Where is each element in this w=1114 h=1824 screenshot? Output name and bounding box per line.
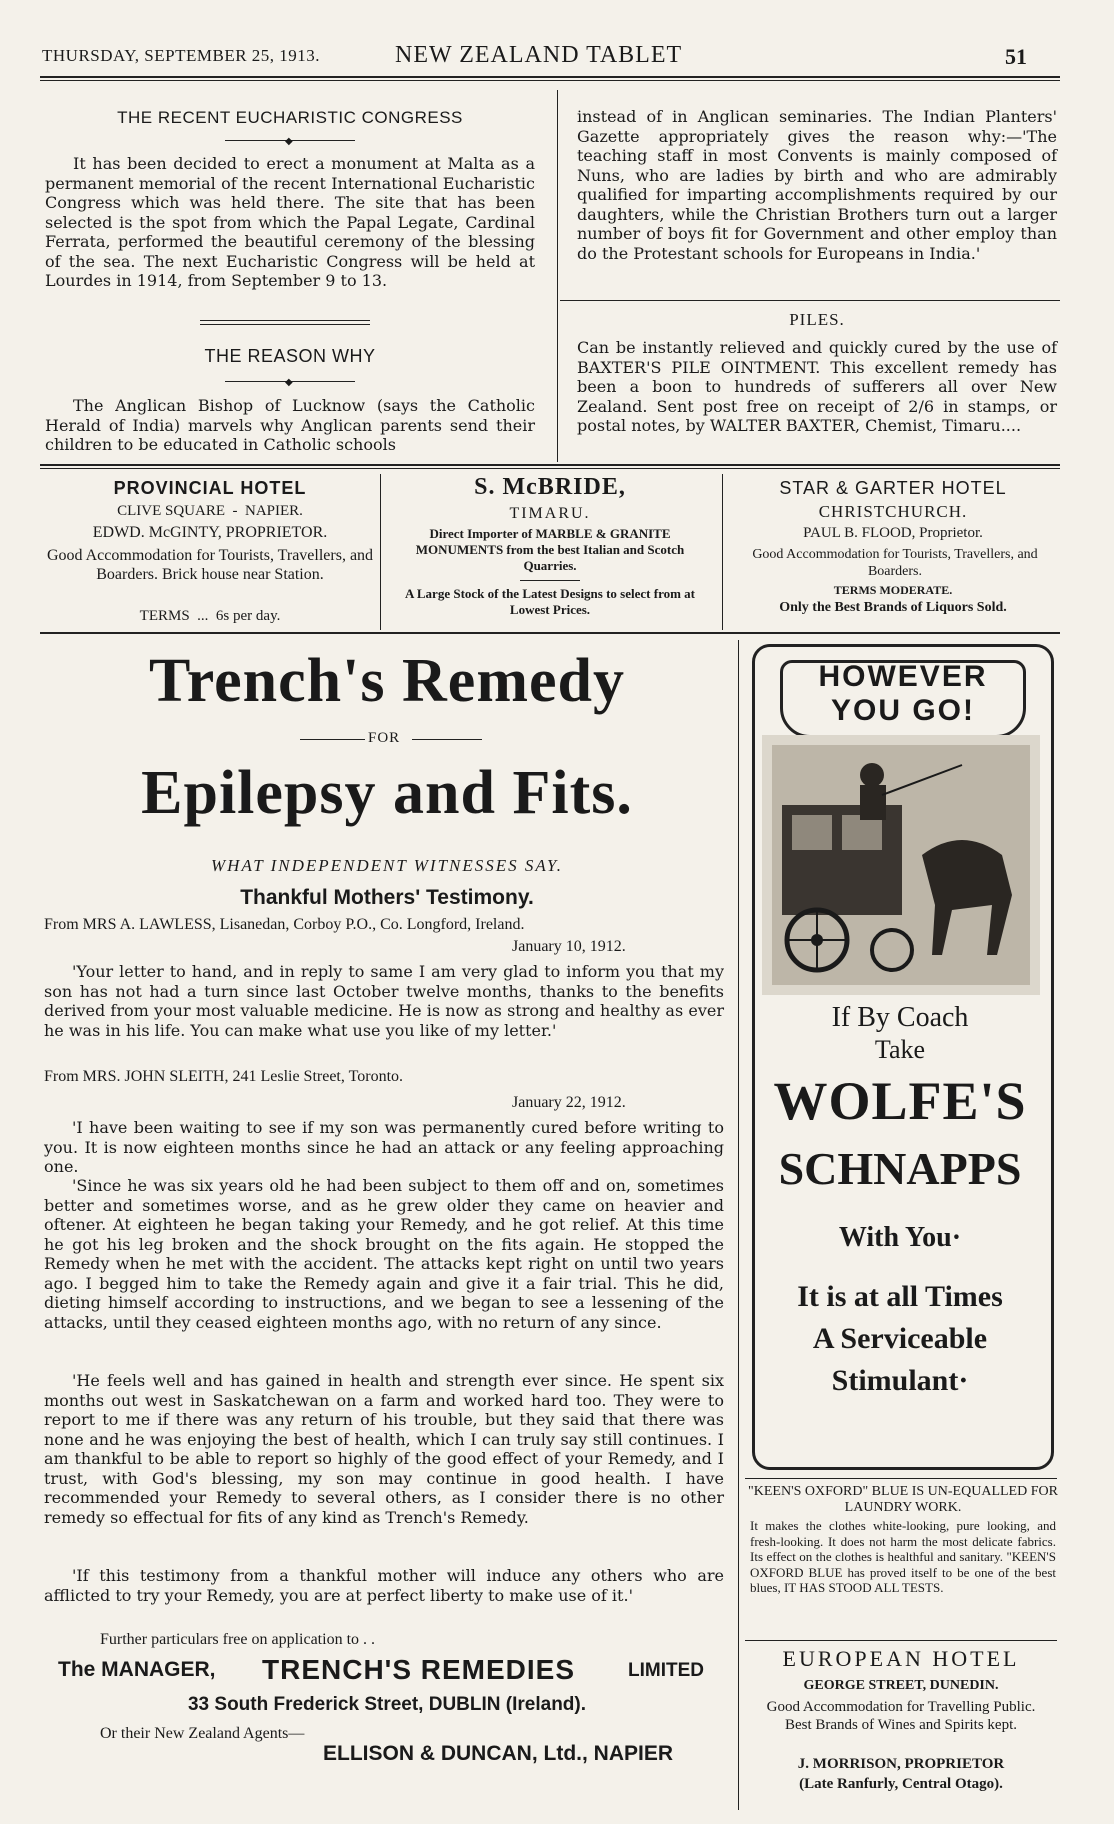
wolfe-line2: Take bbox=[874, 1035, 926, 1064]
provincial-line4: TERMS ... 6s per day. bbox=[139, 608, 281, 624]
trench-para3: 'He feels well and has gained in health and strength ever since. He spent six months out west in Saskatchewan on a farm and worked hard too. They were to report to me if there was any return of his trouble, but they said that there was none and he was enjoying the best of health, which I can truly say still continues. I am thankful to be able to report so highly of the good effect of your Remedy, and I trust, with God's blessing, my son may continue in good health. I have recommended your Remedy to several others, as I consider there is no other remedy so effectual for fits of any kind as Trench's Remedy. bbox=[44, 1371, 724, 1527]
trench-para2: 'Since he was six years old he had been subject to them off and on, sometimes better and sometimes worse, and as he grew older they came on heavier and oftener. At eighteen he began taking your Remedy, and he got relief. At this time he got his leg broken and the shock brought on the fits again. He stopped the Remedy when he met with the accident. The attacks kept right on until two years ago. I begged him to take the Remedy again and give it a fair trial. This he did, dieting himself according to instructions, and we began to see a lessening of the attacks, until they ceased eighteen months ago, with no return of any since. bbox=[44, 1176, 724, 1332]
european-line4: (Late Ranfurly, Central Otago). bbox=[799, 1776, 1003, 1792]
provincial-line2: EDWD. McGINTY, PROPRIETOR. bbox=[92, 524, 328, 541]
provincial-line1: CLIVE SQUARE - NAPIER. bbox=[117, 503, 303, 519]
mcbride-line3: A Large Stock of the Latest Designs to select from at Lowest Prices. bbox=[404, 586, 696, 617]
star-title: STAR & GARTER HOTEL bbox=[779, 478, 1007, 498]
for-rule-left bbox=[300, 739, 365, 740]
section-rule bbox=[200, 320, 370, 321]
masthead-title: NEW ZEALAND TABLET bbox=[395, 42, 683, 68]
trench-further: Further particulars free on application to . . bbox=[100, 1631, 376, 1648]
reason-title: THE REASON WHY bbox=[204, 346, 376, 366]
trench-manager-c: LIMITED bbox=[628, 1660, 704, 1681]
trench-para4: 'If this testimony from a thankful mother will induce any others who are afflicted to try your Remedy, you are at perfect liberty to make use of it.' bbox=[44, 1566, 724, 1605]
european-line1: GEORGE STREET, DUNEDIN. bbox=[803, 1678, 999, 1693]
wolfe-top1: HOWEVER bbox=[818, 660, 988, 693]
section-rule bbox=[200, 324, 370, 325]
ad-divider bbox=[380, 474, 381, 630]
star-line1: CHRISTCHURCH. bbox=[818, 502, 968, 521]
reason-body: The Anglican Bishop of Lucknow (says the Catholic Herald of India) marvels why Anglican parents send their children to be educated in Catholic schools bbox=[45, 396, 535, 454]
trench-agents-name: ELLISON & DUNCAN, Ltd., NAPIER bbox=[323, 1742, 673, 1765]
section-rule-thick bbox=[40, 632, 1060, 634]
piles-body: Can be instantly relieved and quickly cured by the use of BAXTER'S PILE OINTMENT. This excellent remedy has been a boon to hundreds of sufferers all over New Zealand. Sent post free on receipt of 2/6 in stamps, or postal notes, by WALTER BAXTER, Chemist, Timaru.... bbox=[577, 338, 1057, 435]
european-line3: J. MORRISON, PROPRIETOR bbox=[797, 1756, 1005, 1772]
trench-manager-a: The MANAGER, bbox=[58, 1658, 216, 1681]
wolfe-tag1: It is at all Times bbox=[797, 1280, 1003, 1313]
eucharistic-title: THE RECENT EUCHARISTIC CONGRESS bbox=[117, 108, 463, 127]
trench-date2: January 22, 1912. bbox=[512, 1094, 626, 1111]
section-rule bbox=[40, 468, 1060, 469]
trench-witnesses: WHAT INDEPENDENT WITNESSES SAY. bbox=[211, 856, 563, 875]
mcbride-line1: TIMARU. bbox=[509, 505, 591, 522]
provincial-title: PROVINCIAL HOTEL bbox=[113, 478, 307, 498]
coach-illustration bbox=[762, 735, 1040, 995]
section-rule bbox=[745, 1478, 1057, 1479]
trench-subtitle: Epilepsy and Fits. bbox=[141, 759, 633, 827]
star-line2: PAUL B. FLOOD, Proprietor. bbox=[803, 525, 983, 541]
column-divider-top bbox=[557, 90, 558, 462]
trench-testimony: Thankful Mothers' Testimony. bbox=[240, 886, 534, 909]
trench-for: FOR bbox=[368, 730, 401, 746]
european-title: EUROPEAN HOTEL bbox=[782, 1646, 1020, 1671]
trench-manager-b: TRENCH'S REMEDIES bbox=[262, 1654, 576, 1685]
european-line2: Good Accommodation for Travelling Public. Best Brands of Wines and Spirits kept. bbox=[766, 1699, 1036, 1733]
star-line3: Good Accommodation for Tourists, Travellers, and Boarders. bbox=[752, 547, 1038, 579]
piles-title: PILES. bbox=[789, 310, 845, 329]
for-rule-right bbox=[412, 739, 482, 740]
wolfe-brand1: WOLFE'S bbox=[773, 1071, 1027, 1131]
mcbride-title: S. McBRIDE, bbox=[474, 474, 626, 500]
ad-divider bbox=[722, 474, 723, 630]
section-rule bbox=[745, 1640, 1057, 1641]
trench-date1: January 10, 1912. bbox=[512, 938, 626, 955]
diamond-icon: ◆ bbox=[285, 136, 293, 147]
header-rule-thin bbox=[40, 80, 1060, 81]
wolfe-top2: YOU GO! bbox=[830, 694, 975, 727]
section-rule-thick bbox=[40, 464, 1060, 466]
trench-letter1: 'Your letter to hand, and in reply to same I am very glad to inform you that my son has not had a turn since last October twelve months, thanks to the benefits derived from your most valuable medicine. He is now as strong and healthy as ever he was in his life. You can make what use you like of my letter.' bbox=[44, 962, 724, 1040]
trench-agents: Or their New Zealand Agents— bbox=[100, 1725, 305, 1742]
trench-title: Trench's Remedy bbox=[149, 647, 625, 715]
column-divider-bottom bbox=[738, 640, 739, 1810]
section-rule bbox=[520, 580, 580, 581]
wolfe-line1: If By Coach bbox=[831, 1002, 969, 1033]
trench-from1: From MRS A. LAWLESS, Lisanedan, Corboy P.O., Co. Longford, Ireland. bbox=[44, 916, 525, 933]
trench-para1: 'I have been waiting to see if my son was permanently cured before writing to you. It is now eighteen months since he had an attack or any feeling approaching one. bbox=[44, 1118, 724, 1176]
mcbride-line2: Direct Importer of MARBLE & GRANITE MONUMENTS from the best Italian and Scotch Quarries. bbox=[415, 526, 685, 573]
oxford-body: It makes the clothes white-looking, pure looking, and fresh-looking. It does not harm the most delicate fabrics. Its effect on the clothes is healthful and sanitary. "KEEN'S OXFORD BLUE has proved itself to be one of the best blues, IT HAS STOOD ALL TESTS. bbox=[750, 1518, 1056, 1595]
wolfe-with: With You· bbox=[838, 1222, 962, 1253]
star-line4: TERMS MODERATE. bbox=[833, 583, 953, 597]
eucharistic-body: It has been decided to erect a monument at Malta as a permanent memorial of the recent International Eucharistic Congress which was held there. The site that has been selected is the spot from which the Papal Legate, Cardinal Ferrata, performed the beautiful ceremony of the blessing of the sea. The next Eucharistic Congress will be held at Lourdes in 1914, from September 9 to 13. bbox=[45, 154, 535, 290]
wolfe-tag2: A Serviceable bbox=[812, 1322, 988, 1355]
header-rule bbox=[40, 76, 1060, 78]
diamond-icon: ◆ bbox=[285, 377, 293, 388]
section-rule bbox=[560, 300, 1060, 301]
header-date: THURSDAY, SEPTEMBER 25, 1913. bbox=[42, 46, 321, 65]
trench-from2: From MRS. JOHN SLEITH, 241 Leslie Street, Toronto. bbox=[44, 1068, 404, 1085]
provincial-line3: Good Accommodation for Tourists, Travellers, and Boarders. Brick house near Station. bbox=[46, 547, 374, 583]
star-line5: Only the Best Brands of Liquors Sold. bbox=[779, 600, 1007, 615]
oxford-title: "KEEN'S OXFORD" BLUE IS UN-EQUALLED FOR LAUNDRY WORK. bbox=[748, 1484, 1058, 1515]
trench-address: 33 South Frederick Street, DUBLIN (Ireland). bbox=[187, 1694, 587, 1715]
page-number: 51 bbox=[1005, 44, 1027, 69]
wolfe-brand2: SCHNAPPS bbox=[778, 1143, 1022, 1194]
wolfe-tag3: Stimulant· bbox=[831, 1364, 969, 1397]
reason-continued: instead of in Anglican seminaries. The Indian Planters' Gazette appropriately gives the reason why:—'The teaching staff in most Convents is mainly composed of Nuns, who are ladies by birth and who are admirably qualified for imparting accomplishments required by our daughters, while the Christian Brothers turn out a larger number of boys fit for Government and other employ than do the Protestant schools for Europeans in India.' bbox=[577, 107, 1057, 263]
